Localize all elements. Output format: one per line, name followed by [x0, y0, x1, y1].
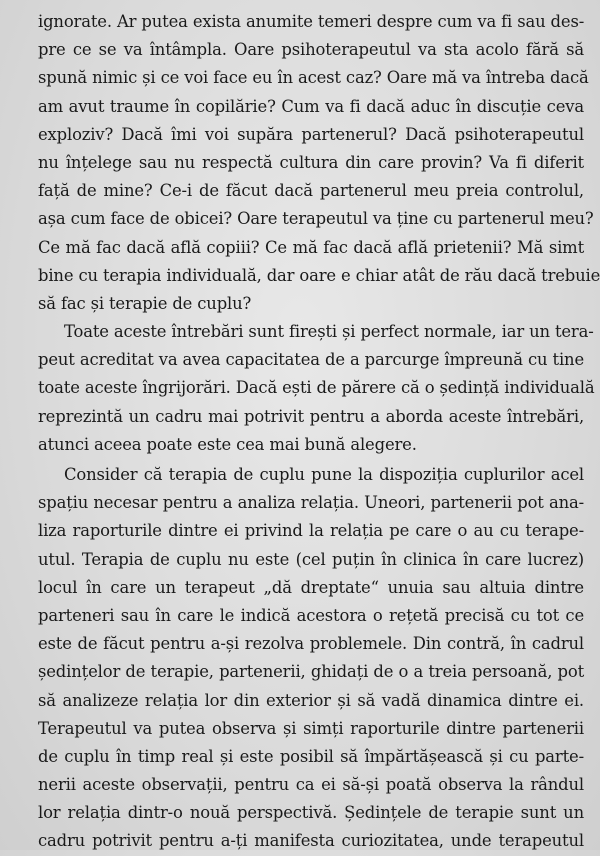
text-line: spațiu necesar pentru a analiza relația. Uneori, partenerii pot ana-	[38, 493, 584, 513]
text-line: atunci aceea poate este cea mai bună alegere.	[38, 434, 417, 454]
text-line: Terapeutul va putea observa și simți raporturile dintre partenerii	[38, 718, 584, 738]
text-line: cadru potrivit pentru a-ți manifesta curiozitatea, unde terapeutul	[38, 831, 584, 851]
text-line: de cuplu în timp real și este posibil să împărtășească și cu parte-	[38, 746, 584, 766]
text-line: toate aceste îngrijorări. Dacă ești de părere că o ședință individuală	[38, 378, 595, 398]
text-line: parteneri sau în care le indică acestora o rețetă precisă cu tot ce	[38, 605, 584, 625]
text-line: utul. Terapia de cuplu nu este (cel puțin în clinica în care lucrez)	[38, 549, 584, 569]
text-line: am avut traume în copilărie? Cum va fi dacă aduc în discuție ceva	[38, 96, 584, 116]
text-line: exploziv? Dacă îmi voi supăra partenerul? Dacă psihoterapeutul	[38, 124, 584, 144]
text-line: reprezintă un cadru mai potrivit pentru a aborda aceste întrebări,	[38, 406, 584, 426]
text-line: ședințelor de terapie, partenerii, ghidați de o a treia persoană, pot	[38, 662, 584, 682]
body-text	[38, 8, 600, 856]
text-line: spună nimic și ce voi face eu în acest caz? Oare mă va întreba dacă	[38, 68, 589, 88]
text-line: Ce mă fac dacă află copiii? Ce mă fac dacă află prietenii? Mă simt	[38, 237, 584, 257]
text-line: Consider că terapia de cuplu pune la dispoziția cuplurilor acel	[64, 465, 584, 484]
text-line: locul în care un terapeut „dă dreptate“ unuia sau altuia dintre	[38, 577, 584, 597]
text-line: bine cu terapia individuală, dar oare e chiar atât de rău dacă trebuie	[38, 265, 600, 285]
text-line: este de făcut pentru a-și rezolva problemele. Din contră, în cadrul	[38, 634, 584, 654]
text-line: față de mine? Ce-i de făcut dacă partenerul meu preia controlul,	[38, 181, 584, 201]
text-line: peut acreditat va avea capacitatea de a parcurge împreună cu tine	[38, 350, 584, 370]
text-line: nerii aceste observații, pentru ca ei să-și poată observa la rândul	[38, 775, 584, 795]
text-line: pre ce se va întâmpla. Oare psihoterapeutul va sta acolo fără să	[38, 40, 584, 60]
text-line: să fac și terapie de cuplu?	[38, 293, 252, 313]
text-line: ignorate. Ar putea exista anumite temeri despre cum va fi sau des-	[38, 12, 585, 31]
text-line: așa cum face de obicei? Oare terapeutul va ține cu partenerul meu?	[38, 209, 594, 229]
text-line: Toate aceste întrebări sunt firești și perfect normale, iar un tera-	[64, 322, 594, 342]
text-line: să analizeze relația lor din exterior și să vadă dinamica dintre ei.	[38, 690, 584, 710]
text-line: lor relația dintr-o nouă perspectivă. Ședințele de terapie sunt un	[38, 803, 584, 823]
text-line: nu înțelege sau nu respectă cultura din care provin? Va fi diferit	[38, 152, 584, 172]
text-line: liza raporturile dintre ei privind la relația pe care o au cu terape-	[38, 521, 584, 541]
